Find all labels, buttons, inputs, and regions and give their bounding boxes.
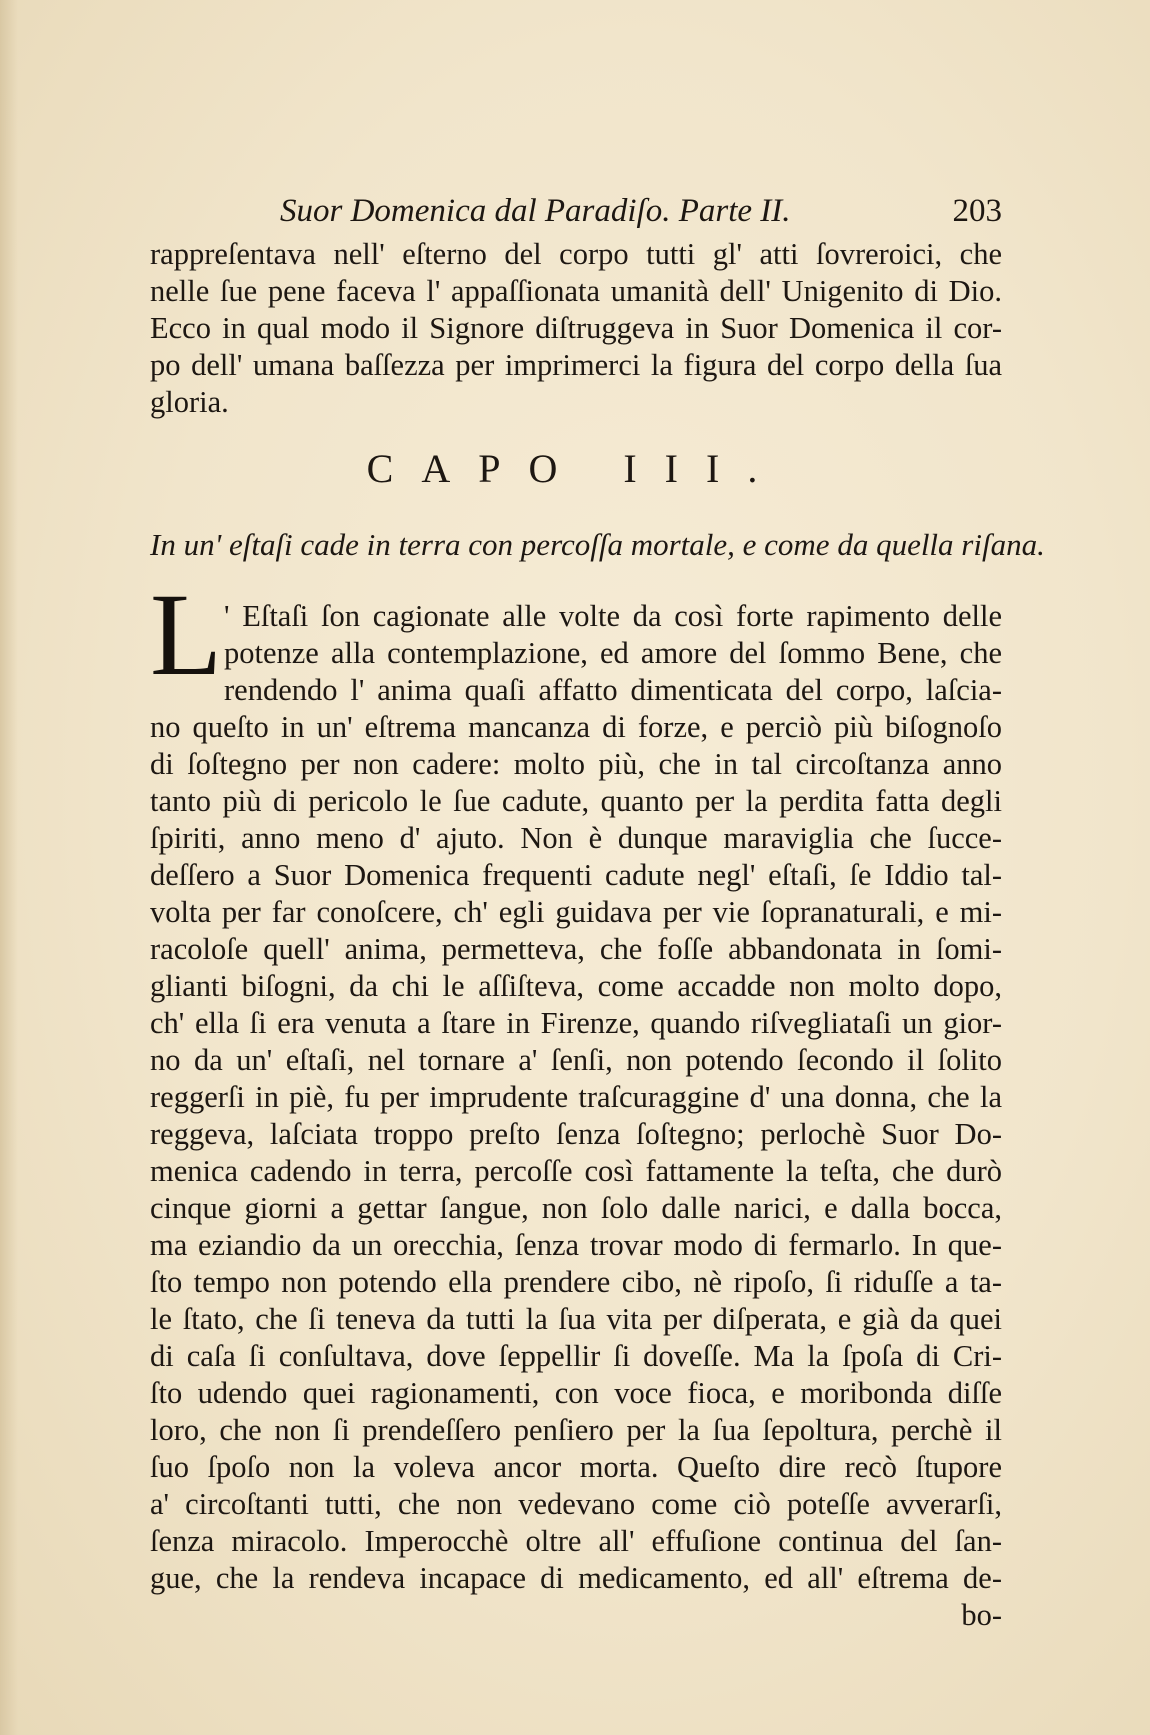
text-line: ſenza miracolo. Imperocchè oltre all' effuſione continua del ſan-	[150, 1524, 1002, 1558]
text-line: rendendo l' anima quaſi affatto dimenticata del corpo, laſcia-	[224, 673, 1002, 707]
intro-paragraph	[150, 236, 1002, 421]
text-line: menica cadendo in terra, percoſſe così fattamente la teſta, che durò	[150, 1154, 1002, 1188]
text-line: ' Eſtaſi ſon cagionate alle volte da così forte rapimento delle	[224, 599, 1002, 633]
text-line: di caſa ſi conſultava, dove ſeppellir ſi doveſſe. Ma la ſpoſa di Cri-	[150, 1339, 1002, 1373]
text-line: po dell' umana baſſezza per imprimerci la figura del corpo della ſua	[150, 348, 1002, 382]
body-paragraph	[150, 709, 1002, 1634]
text-line: Ecco in qual modo il Signore diſtruggeva in Suor Domenica il cor-	[150, 311, 1002, 345]
text-line: ſpiriti, anno meno d' ajuto. Non è dunque maraviglia che ſucce-	[150, 821, 1002, 855]
running-header	[280, 193, 1002, 239]
text-line: le ſtato, che ſi teneva da tutti la ſua vita per diſperata, e già da quei	[150, 1302, 1002, 1336]
text-line: reggerſi in piè, fu per imprudente traſcuraggine d' una donna, che la	[150, 1080, 1002, 1114]
text-line: rappreſentava nell' eſterno del corpo tutti gl' atti ſovreroici, che	[150, 237, 1002, 271]
catchword: bo-	[961, 1598, 1002, 1632]
chapter-heading: CAPO III.	[366, 446, 786, 491]
text-line: loro, che non ſi prendeſſero penſiero per la ſua ſepoltura, perchè il	[150, 1413, 1002, 1447]
text-line: gloria.	[150, 385, 229, 419]
text-line: racoloſe quell' anima, permetteva, che foſſe abbandonata in ſomi-	[150, 932, 1002, 966]
text-line: ſto tempo non potendo ella prendere cibo, nè ripoſo, ſi riduſſe a ta-	[150, 1265, 1002, 1299]
text-line: cinque giorni a gettar ſangue, non ſolo dalle narici, e dalla bocca,	[150, 1191, 1002, 1225]
text-line: di ſoſtegno per non cadere: molto più, che in tal circoſtanza anno	[150, 747, 1002, 781]
drop-cap-lines	[224, 598, 1002, 709]
drop-cap: L	[150, 569, 223, 700]
text-line: ma eziandio da un orecchia, ſenza trovar modo di fermarlo. In que-	[150, 1228, 1002, 1262]
text-line: a' circoſtanti tutti, che non vedevano come ciò poteſſe avverarſi,	[150, 1487, 1002, 1521]
text-line: tanto più di pericolo le ſue cadute, quanto per la perdita fatta degli	[150, 784, 1002, 818]
text-line: no da un' eſtaſi, nel tornare a' ſenſi, non potendo ſecondo il ſolito	[150, 1043, 1002, 1077]
text-line: reggeva, laſciata troppo preſto ſenza ſoſtegno; perlochè Suor Do-	[150, 1117, 1002, 1151]
text-line: ſto udendo quei ragionamenti, con voce fioca, e moribonda diſſe	[150, 1376, 1002, 1410]
text-line: potenze alla contemplazione, ed amore del ſommo Bene, che	[224, 636, 1002, 670]
chapter-subtitle: In un' eſtaſi cade in terra con percoſſa mortale, e come da quella riſana.	[150, 527, 1045, 562]
text-line: gue, che la rendeva incapace di medicamento, ed all' eſtrema de-	[150, 1561, 1002, 1595]
text-line: ch' ella ſi era venuta a ſtare in Firenze, quando riſvegliataſi un gior-	[150, 1006, 1002, 1040]
page-edge-shadow	[0, 0, 18, 1735]
text-line: deſſero a Suor Domenica frequenti cadute negl' eſtaſi, ſe Iddio tal-	[150, 858, 1002, 892]
text-line: ſuo ſpoſo non la voleva ancor morta. Queſto dire recò ſtupore	[150, 1450, 1002, 1484]
text-line: nelle ſue pene faceva l' appaſſionata umanità dell' Unigenito di Dio.	[150, 274, 1002, 308]
text-line: glianti biſogni, da chi le aſſiſteva, come accadde non molto dopo,	[150, 969, 1002, 1003]
page-number: 203	[952, 193, 1002, 229]
text-line: no queſto in un' eſtrema mancanza di forze, e perciò più biſognoſo	[150, 710, 1002, 744]
text-line: volta per far conoſcere, ch' egli guidava per vie ſopranaturali, e mi-	[150, 895, 1002, 929]
running-title: Suor Domenica dal Paradiſo. Parte II.	[280, 193, 791, 229]
